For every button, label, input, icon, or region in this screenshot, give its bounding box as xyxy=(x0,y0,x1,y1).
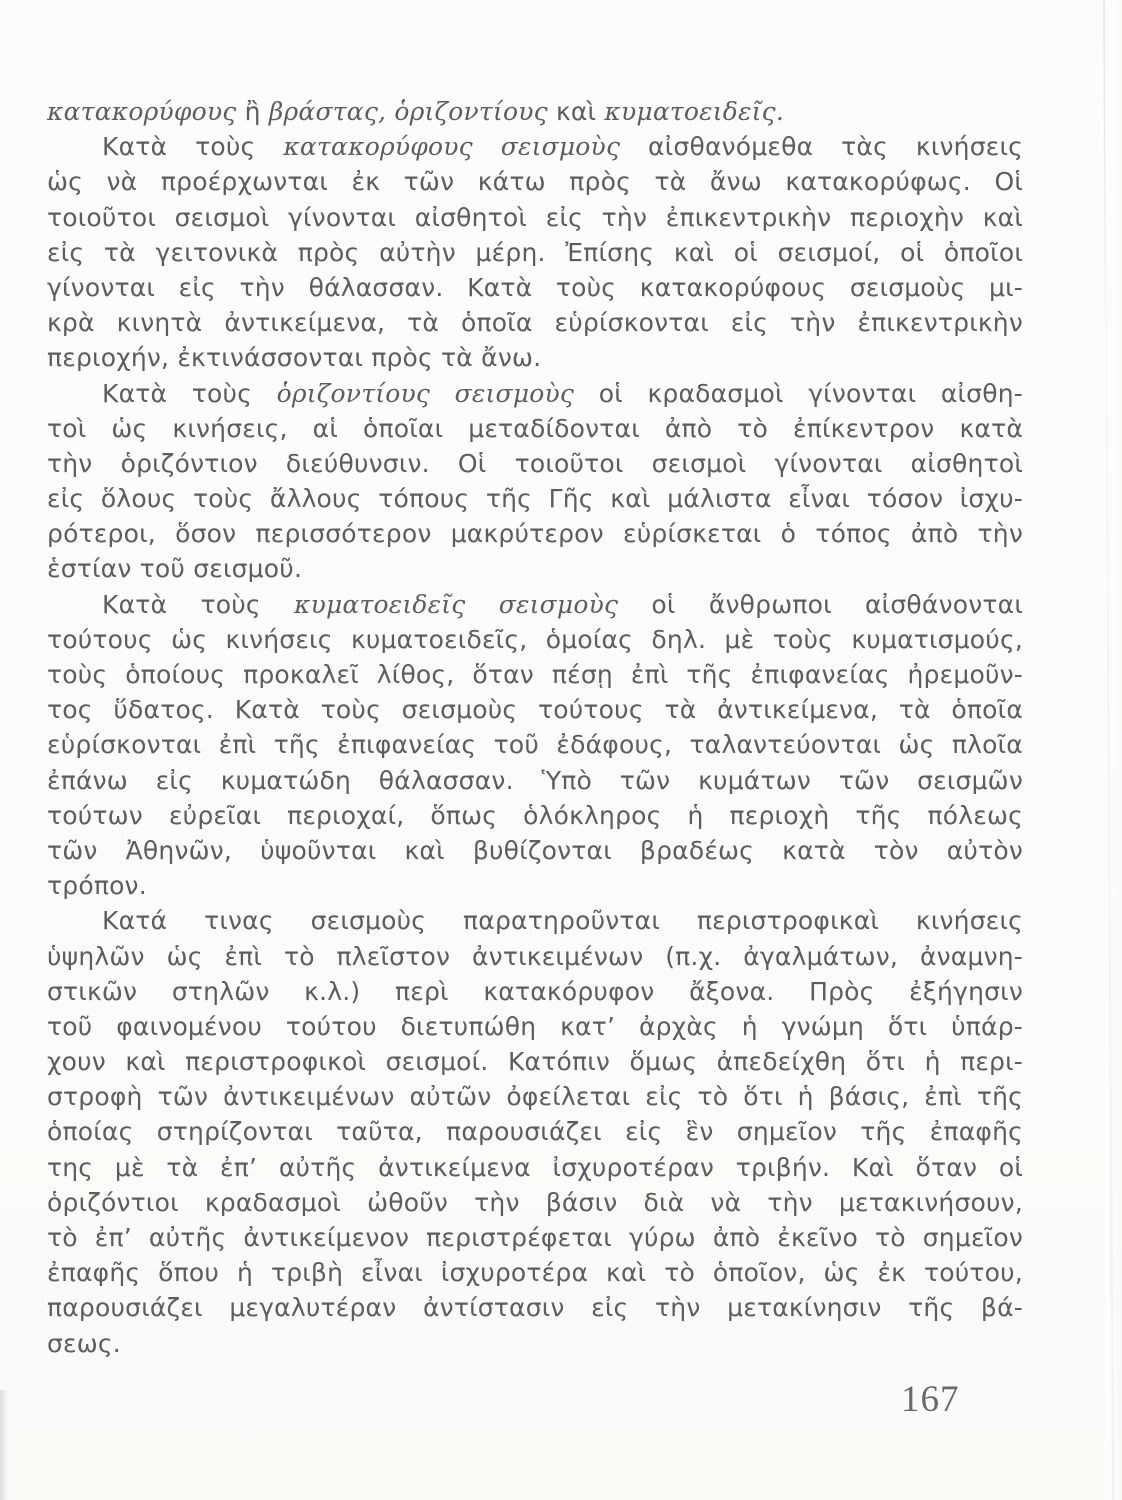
scan-edge-highlight xyxy=(1105,0,1122,1500)
body-text: τοὺς ὁποίους προκαλεῖ λίθος, ὅταν πέσῃ ἐπὶ τῆς ἐπιφανείας ἠρεμοῦν- xyxy=(47,660,1023,689)
text-line xyxy=(47,516,1023,551)
body-text: οἱ κραδασμοὶ γίνονται αἰσθη- xyxy=(574,378,1023,408)
body-text: τοῦ φαινομένου τούτου διετυπώθη κατ’ ἀρχὰς ἡ γνώμη ὅτι ὑπάρ- xyxy=(47,1011,1023,1041)
text-line xyxy=(47,164,1023,199)
text-line xyxy=(47,692,1023,727)
italic-term: ὁριζοντίους xyxy=(394,97,548,126)
text-line xyxy=(47,1044,1023,1079)
text-line xyxy=(47,1150,1023,1185)
text-line xyxy=(47,235,1023,270)
body-text: ἑστίαν τοῦ σεισμοῦ. xyxy=(47,554,303,584)
body-text: τος ὕδατος. Κατὰ τοὺς σεισμοὺς τούτους τὰ ἀντικείμενα, τὰ ὁποῖα xyxy=(47,695,1023,725)
text-line xyxy=(47,376,1023,411)
text-line xyxy=(47,939,1023,974)
text-line xyxy=(47,1114,1023,1149)
body-text: ἐπαφῆς ὅπου ἡ τριβὴ εἶναι ἰσχυροτέρα καὶ τὸ ὁποῖον, ὡς ἐκ τούτου, xyxy=(47,1258,1023,1288)
text-line xyxy=(47,622,1023,657)
body-text: τούτους ὡς κινήσεις κυματοειδεῖς, ὁμοίας δηλ. μὲ τοὺς κυματισμούς, xyxy=(47,624,1023,654)
body-text: ὁριζόντιοι κραδασμοὶ ὠθοῦν τὴν βάσιν διὰ νὰ τὴν μετακινήσουν, xyxy=(47,1187,1023,1217)
text-line xyxy=(47,1255,1023,1290)
text-line xyxy=(47,200,1023,235)
text-line xyxy=(47,340,1023,375)
page-text xyxy=(47,94,1023,1361)
body-text: τὸ ἐπ’ αὐτῆς ἀντικείμενον περιστρέφεται γύρω ἀπὸ ἐκεῖνο τὸ σημεῖον xyxy=(47,1223,1023,1252)
text-line xyxy=(47,1326,1023,1361)
page-number: 167 xyxy=(901,1379,960,1420)
text-line xyxy=(47,727,1023,762)
body-text: τῶν Ἀθηνῶν, ὑψοῦνται καὶ βυθίζονται βραδέως κατὰ τὸν αὐτὸν xyxy=(47,835,1023,865)
body-text: παρουσιάζει μεγαλυτέραν ἀντίστασιν εἰς τὴν μετακίνησιν τῆς βά- xyxy=(47,1293,1023,1323)
text-line xyxy=(47,657,1023,692)
scan-corner-shade xyxy=(0,1390,8,1500)
body-text: οἱ ἄνθρωποι αἰσθάνονται xyxy=(618,589,1023,619)
text-line xyxy=(47,1220,1023,1255)
text-line xyxy=(47,868,1023,903)
body-text: τοὶ ὡς κινήσεις, αἱ ὁποῖαι μεταδίδονται ἀπὸ τὸ ἐπίκεντρον κατὰ xyxy=(47,413,1023,443)
body-text: τούτων εὐρεῖαι περιοχαί, ὅπως ὁλόκληρος ἡ περιοχὴ τῆς πόλεως xyxy=(47,800,1023,830)
text-line xyxy=(47,270,1023,305)
body-text: εὑρίσκονται ἐπὶ τῆς ἐπιφανείας τοῦ ἐδάφους, ταλαντεύονται ὡς πλοῖα xyxy=(47,730,1023,760)
text-line xyxy=(47,903,1023,938)
text-line xyxy=(47,1185,1023,1220)
body-text: Κατὰ τοὺς xyxy=(102,589,294,619)
body-text: ἢ xyxy=(236,97,269,126)
italic-term: βράστας, xyxy=(268,97,387,126)
body-text: χουν καὶ περιστροφικοὶ σεισμοί. Κατόπιν ὅμως ἀπεδείχθη ὅτι ἡ περι- xyxy=(47,1047,1023,1077)
body-text: στικῶν στηλῶν κ.λ.) περὶ κατακόρυφον ἄξονα. Πρὸς ἐξήγησιν xyxy=(47,976,1023,1006)
text-line xyxy=(47,305,1023,340)
body-text: ὡς νὰ προέρχωνται ἐκ τῶν κάτω πρὸς τὰ ἄνω κατακορύφως. Οἱ xyxy=(47,167,1023,197)
italic-term: κατακορύφους xyxy=(47,97,237,126)
body-text: κρὰ κινητὰ ἀντικείμενα, τὰ ὁποῖα εὑρίσκονται εἰς τὴν ἐπικεντρικὴν xyxy=(47,308,1023,338)
body-text: περιοχήν, ἐκτινάσσονται πρὸς τὰ ἄνω. xyxy=(47,343,542,373)
body-text: Κατά τινας σεισμοὺς παρατηροῦνται περιστροφικαὶ κινήσεις xyxy=(102,906,1023,936)
text-line xyxy=(47,974,1023,1009)
text-line xyxy=(47,798,1023,833)
body-text: εἰς ὅλους τοὺς ἄλλους τόπους τῆς Γῆς καὶ μάλιστα εἶναι τόσον ἰσχυ- xyxy=(47,484,1023,514)
text-line xyxy=(47,129,1023,164)
text-line xyxy=(47,446,1023,481)
text-line xyxy=(47,551,1023,586)
text-line xyxy=(47,833,1023,868)
italic-term: κυματοειδεῖς σεισμοὺς xyxy=(293,589,619,619)
body-text: αἰσθανόμεθα τὰς κινήσεις xyxy=(620,132,1023,162)
body-text: τοιοῦτοι σεισμοὶ γίνονται αἰσθητοὶ εἰς τὴν ἐπικεντρικὴν περιοχὴν καὶ xyxy=(47,202,1023,232)
text-line xyxy=(47,587,1023,622)
text-line xyxy=(47,94,1023,129)
text-line xyxy=(47,1290,1023,1325)
body-text: Κατὰ τοὺς xyxy=(102,132,284,162)
body-text: ὑψηλῶν ὡς ἐπὶ τὸ πλεῖστον ἀντικειμένων (π.χ. ἀγαλμάτων, ἀναμνη- xyxy=(47,941,1023,971)
body-text: στροφὴ τῶν ἀντικειμένων αὐτῶν ὀφείλεται εἰς τὸ ὅτι ἡ βάσις, ἐπὶ τῆς xyxy=(47,1082,1023,1112)
body-text: της μὲ τὰ ἐπ’ αὐτῆς ἀντικείμενα ἰσχυροτέραν τριβήν. Καὶ ὅταν οἱ xyxy=(47,1152,1023,1182)
body-text: ἐπάνω εἰς κυματώδη θάλασσαν. Ὑπὸ τῶν κυμάτων τῶν σεισμῶν xyxy=(47,765,1023,795)
text-line xyxy=(47,1009,1023,1044)
body-text: γίνονται εἰς τὴν θάλασσαν. Κατὰ τοὺς κατακορύφους σεισμοὺς μι- xyxy=(47,272,1023,302)
body-text: τὴν ὁριζόντιον διεύθυνσιν. Οἱ τοιοῦτοι σεισμοὶ γίνονται αἰσθητοὶ xyxy=(47,448,1023,478)
text-line xyxy=(47,481,1023,516)
body-text: σεως. xyxy=(47,1328,121,1358)
body-text: τρόπον. xyxy=(47,871,147,901)
italic-term: ὁριζοντίους σεισμοὺς xyxy=(276,378,575,408)
body-text: εἰς τὰ γειτονικὰ πρὸς αὐτὴν μέρη. Ἐπίσης καὶ οἱ σεισμοί, οἱ ὁποῖοι xyxy=(47,237,1023,267)
text-line xyxy=(47,411,1023,446)
body-text: Κατὰ τοὺς xyxy=(102,378,277,408)
italic-term: κυματοειδεῖς. xyxy=(604,97,785,126)
italic-term: κατακορύφους σεισμοὺς xyxy=(283,132,621,162)
text-line xyxy=(47,1079,1023,1114)
body-text: ὁποίας στηρίζονται ταῦτα, παρουσιάζει εἰς ἓν σημεῖον τῆς ἐπαφῆς xyxy=(47,1117,1023,1147)
body-text: ρότεροι, ὅσον περισσότερον μακρύτερον εὑρίσκεται ὁ τόπος ἀπὸ τὴν xyxy=(47,519,1023,549)
body-text: καὶ xyxy=(547,97,605,126)
text-line xyxy=(47,763,1023,798)
